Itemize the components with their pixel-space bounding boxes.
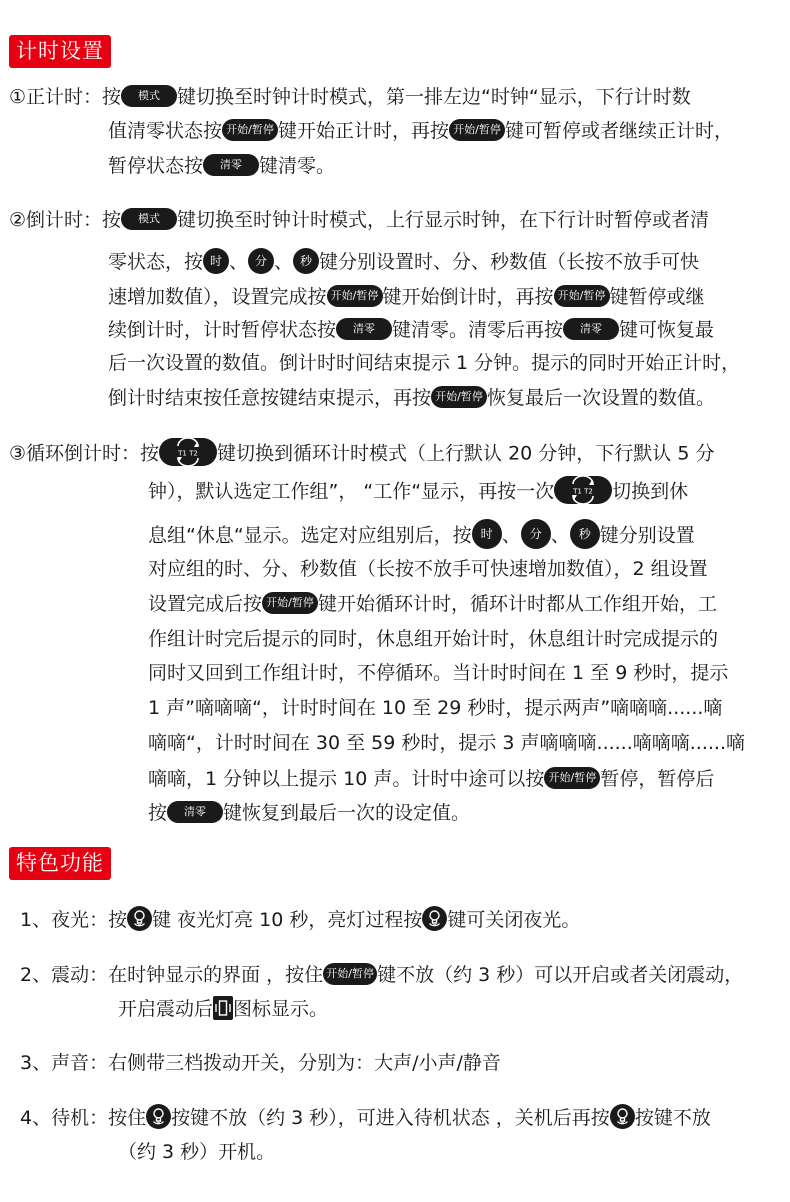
minute-key: 分 — [521, 519, 551, 549]
cycle-line-11 — [148, 800, 470, 826]
cycle-arrows-icon — [159, 438, 217, 466]
feature-vibration-line-2 — [118, 996, 328, 1022]
light-key — [610, 1104, 635, 1129]
text: 键不放（约 3 秒）可以开启或者关闭震动， — [377, 964, 744, 986]
text: ③循环倒计时：按 — [9, 442, 160, 465]
text: 、 — [229, 251, 249, 273]
section-header-features: 特色功能 — [9, 847, 111, 880]
text: 2、震动：在时钟显示的界面 ，按住 — [20, 964, 324, 986]
text: 键分别设置时、分、秒数值（长按不放手可快 — [319, 251, 700, 273]
text: 息组“休息“显示。选定对应组别后，按 — [148, 524, 472, 547]
feature-standby-line-1 — [20, 1105, 711, 1131]
hour-key: 时 — [203, 248, 229, 274]
mode-key: 模式 — [121, 85, 177, 107]
count-down-line-1 — [9, 207, 709, 233]
section-header-timer-settings: 计时设置 — [9, 35, 111, 68]
text: 按键不放 — [634, 1107, 711, 1129]
cycle-line-6: 作组计时完后提示的同时，休息组开始计时，休息组计时完成提示的 — [148, 628, 719, 650]
text: 续倒计时，计时暂停状态按 — [108, 319, 337, 341]
cycle-line-2 — [148, 478, 688, 504]
text: 、 — [501, 524, 521, 547]
text: 键暂停或继 — [609, 286, 705, 308]
start-pause-key: 开始/暂停 — [222, 119, 278, 141]
cycle-line-9: 嘀嘀“，计时时间在 30 至 59 秒时，提示 3 声嘀嘀嘀......嘀嘀嘀......嘀 — [148, 732, 745, 754]
text: 按 — [148, 802, 168, 824]
cycle-line-3 — [148, 521, 695, 547]
text: 暂停状态按 — [108, 155, 204, 177]
cycle-line-1 — [9, 440, 714, 466]
text: ②倒计时：按 — [9, 209, 122, 231]
text: 4、待机：按住 — [20, 1107, 147, 1129]
light-bulb-icon — [146, 1104, 171, 1129]
svg-text:T1 T2: T1 T2 — [178, 449, 198, 458]
text: 倒计时结束按任意按键结束提示，再按 — [108, 387, 432, 409]
text: 按键不放（约 3 秒），可进入待机状态 ，关机后再按 — [171, 1107, 610, 1129]
cycle-key — [554, 476, 612, 504]
text: 键切换到循环计时模式（上行默认 20 分钟，下行默认 5 分 — [217, 442, 715, 465]
second-key: 秒 — [293, 248, 319, 274]
text: 恢复最后一次设置的数值。 — [487, 387, 716, 409]
cycle-line-4: 对应组的时、分、秒数值（长按不放手可快速增加数值），2 组设置 — [148, 558, 708, 580]
light-bulb-icon — [127, 906, 152, 931]
clear-key: 清零 — [563, 318, 619, 340]
cycle-line-5 — [148, 591, 717, 617]
text: 图标显示。 — [233, 998, 329, 1020]
start-pause-key: 开始/暂停 — [554, 285, 610, 307]
text: 、 — [274, 251, 294, 273]
light-key — [422, 906, 447, 931]
text: 键开始正计时，再按 — [278, 120, 450, 142]
count-down-line-5: 后一次设置的数值。倒计时时间结束提示 1 分钟。提示的同时开始正计时， — [108, 352, 741, 374]
feature-vibration-line-1 — [20, 962, 743, 988]
text: 、 — [550, 524, 570, 547]
count-up-line-1 — [9, 84, 691, 110]
feature-standby-line-2: （约 3 秒）开机。 — [118, 1141, 276, 1163]
svg-text:T1 T2: T1 T2 — [573, 487, 593, 496]
text: 设置完成后按 — [148, 593, 263, 615]
text: 键可关闭夜光。 — [447, 909, 581, 931]
text: 开启震动后 — [118, 998, 214, 1020]
light-bulb-icon — [422, 906, 447, 931]
text: 嘀嘀，1 分钟以上提示 10 声。计时中途可以按 — [148, 768, 545, 790]
text: 1、夜光：按 — [20, 909, 128, 931]
cycle-arrows-icon — [554, 476, 612, 504]
second-key: 秒 — [570, 519, 600, 549]
start-pause-key: 开始/暂停 — [431, 386, 487, 408]
text: 暂停，暂停后 — [600, 768, 715, 790]
cycle-line-7: 同时又回到工作组计时，不停循环。当计时时间在 1 至 9 秒时，提示 — [148, 662, 729, 684]
light-key — [127, 906, 152, 931]
text: 键可暂停或者继续正计时， — [505, 120, 734, 142]
text: 切换到休 — [612, 480, 689, 503]
text: 键切换至时钟计时模式，第一排左边“时钟“显示，下行计时数 — [177, 86, 691, 108]
text: 键切换至时钟计时模式，上行显示时钟，在下行计时暂停或者清 — [177, 209, 710, 231]
text: 钟），默认选定工作组”， “工作“显示，再按一次 — [148, 480, 555, 503]
minute-key: 分 — [248, 248, 274, 274]
text: 键开始循环计时，循环计时都从工作组开始，工 — [318, 593, 718, 615]
cycle-line-8: 1 声”嘀嘀嘀“，计时时间在 10 至 29 秒时，提示两声”嘀嘀嘀......嘀 — [148, 697, 723, 719]
light-key — [146, 1104, 171, 1129]
text: 键清零。 — [259, 155, 336, 177]
text: 键分别设置 — [599, 524, 695, 547]
cycle-key — [159, 438, 217, 466]
clear-key: 清零 — [203, 154, 259, 176]
feature-sound: 3、声音：右侧带三档拨动开关，分别为：大声/小声/静音 — [20, 1052, 501, 1074]
light-bulb-icon — [610, 1104, 635, 1129]
start-pause-key: 开始/暂停 — [544, 767, 600, 789]
text: 键恢复到最后一次的设定值。 — [223, 802, 471, 824]
vibration-icon — [213, 996, 233, 1020]
feature-night-light — [20, 907, 580, 933]
count-down-line-6 — [108, 385, 715, 411]
text: 零状态，按 — [108, 251, 204, 273]
clear-key: 清零 — [167, 801, 223, 823]
start-pause-key: 开始/暂停 — [327, 285, 383, 307]
text: 键可恢复最 — [619, 319, 715, 341]
start-pause-key: 开始/暂停 — [449, 119, 505, 141]
count-down-line-4 — [108, 317, 714, 343]
clear-key: 清零 — [336, 318, 392, 340]
mode-key: 模式 — [121, 208, 177, 230]
text: 速增加数值），设置完成按 — [108, 286, 327, 308]
text: ①正计时：按 — [9, 86, 122, 108]
text: 值清零状态按 — [108, 120, 223, 142]
count-down-line-3 — [108, 284, 705, 310]
count-down-line-2 — [108, 249, 699, 275]
count-up-line-2 — [108, 118, 733, 144]
count-up-line-3 — [108, 153, 335, 179]
text: 键开始倒计时，再按 — [382, 286, 554, 308]
cycle-line-10 — [148, 766, 714, 792]
hour-key: 时 — [472, 519, 502, 549]
start-pause-key: 开始/暂停 — [323, 963, 377, 985]
start-pause-key: 开始/暂停 — [262, 592, 318, 614]
text: 键 夜光灯亮 10 秒，亮灯过程按 — [152, 909, 423, 931]
text: 键清零。清零后再按 — [392, 319, 564, 341]
